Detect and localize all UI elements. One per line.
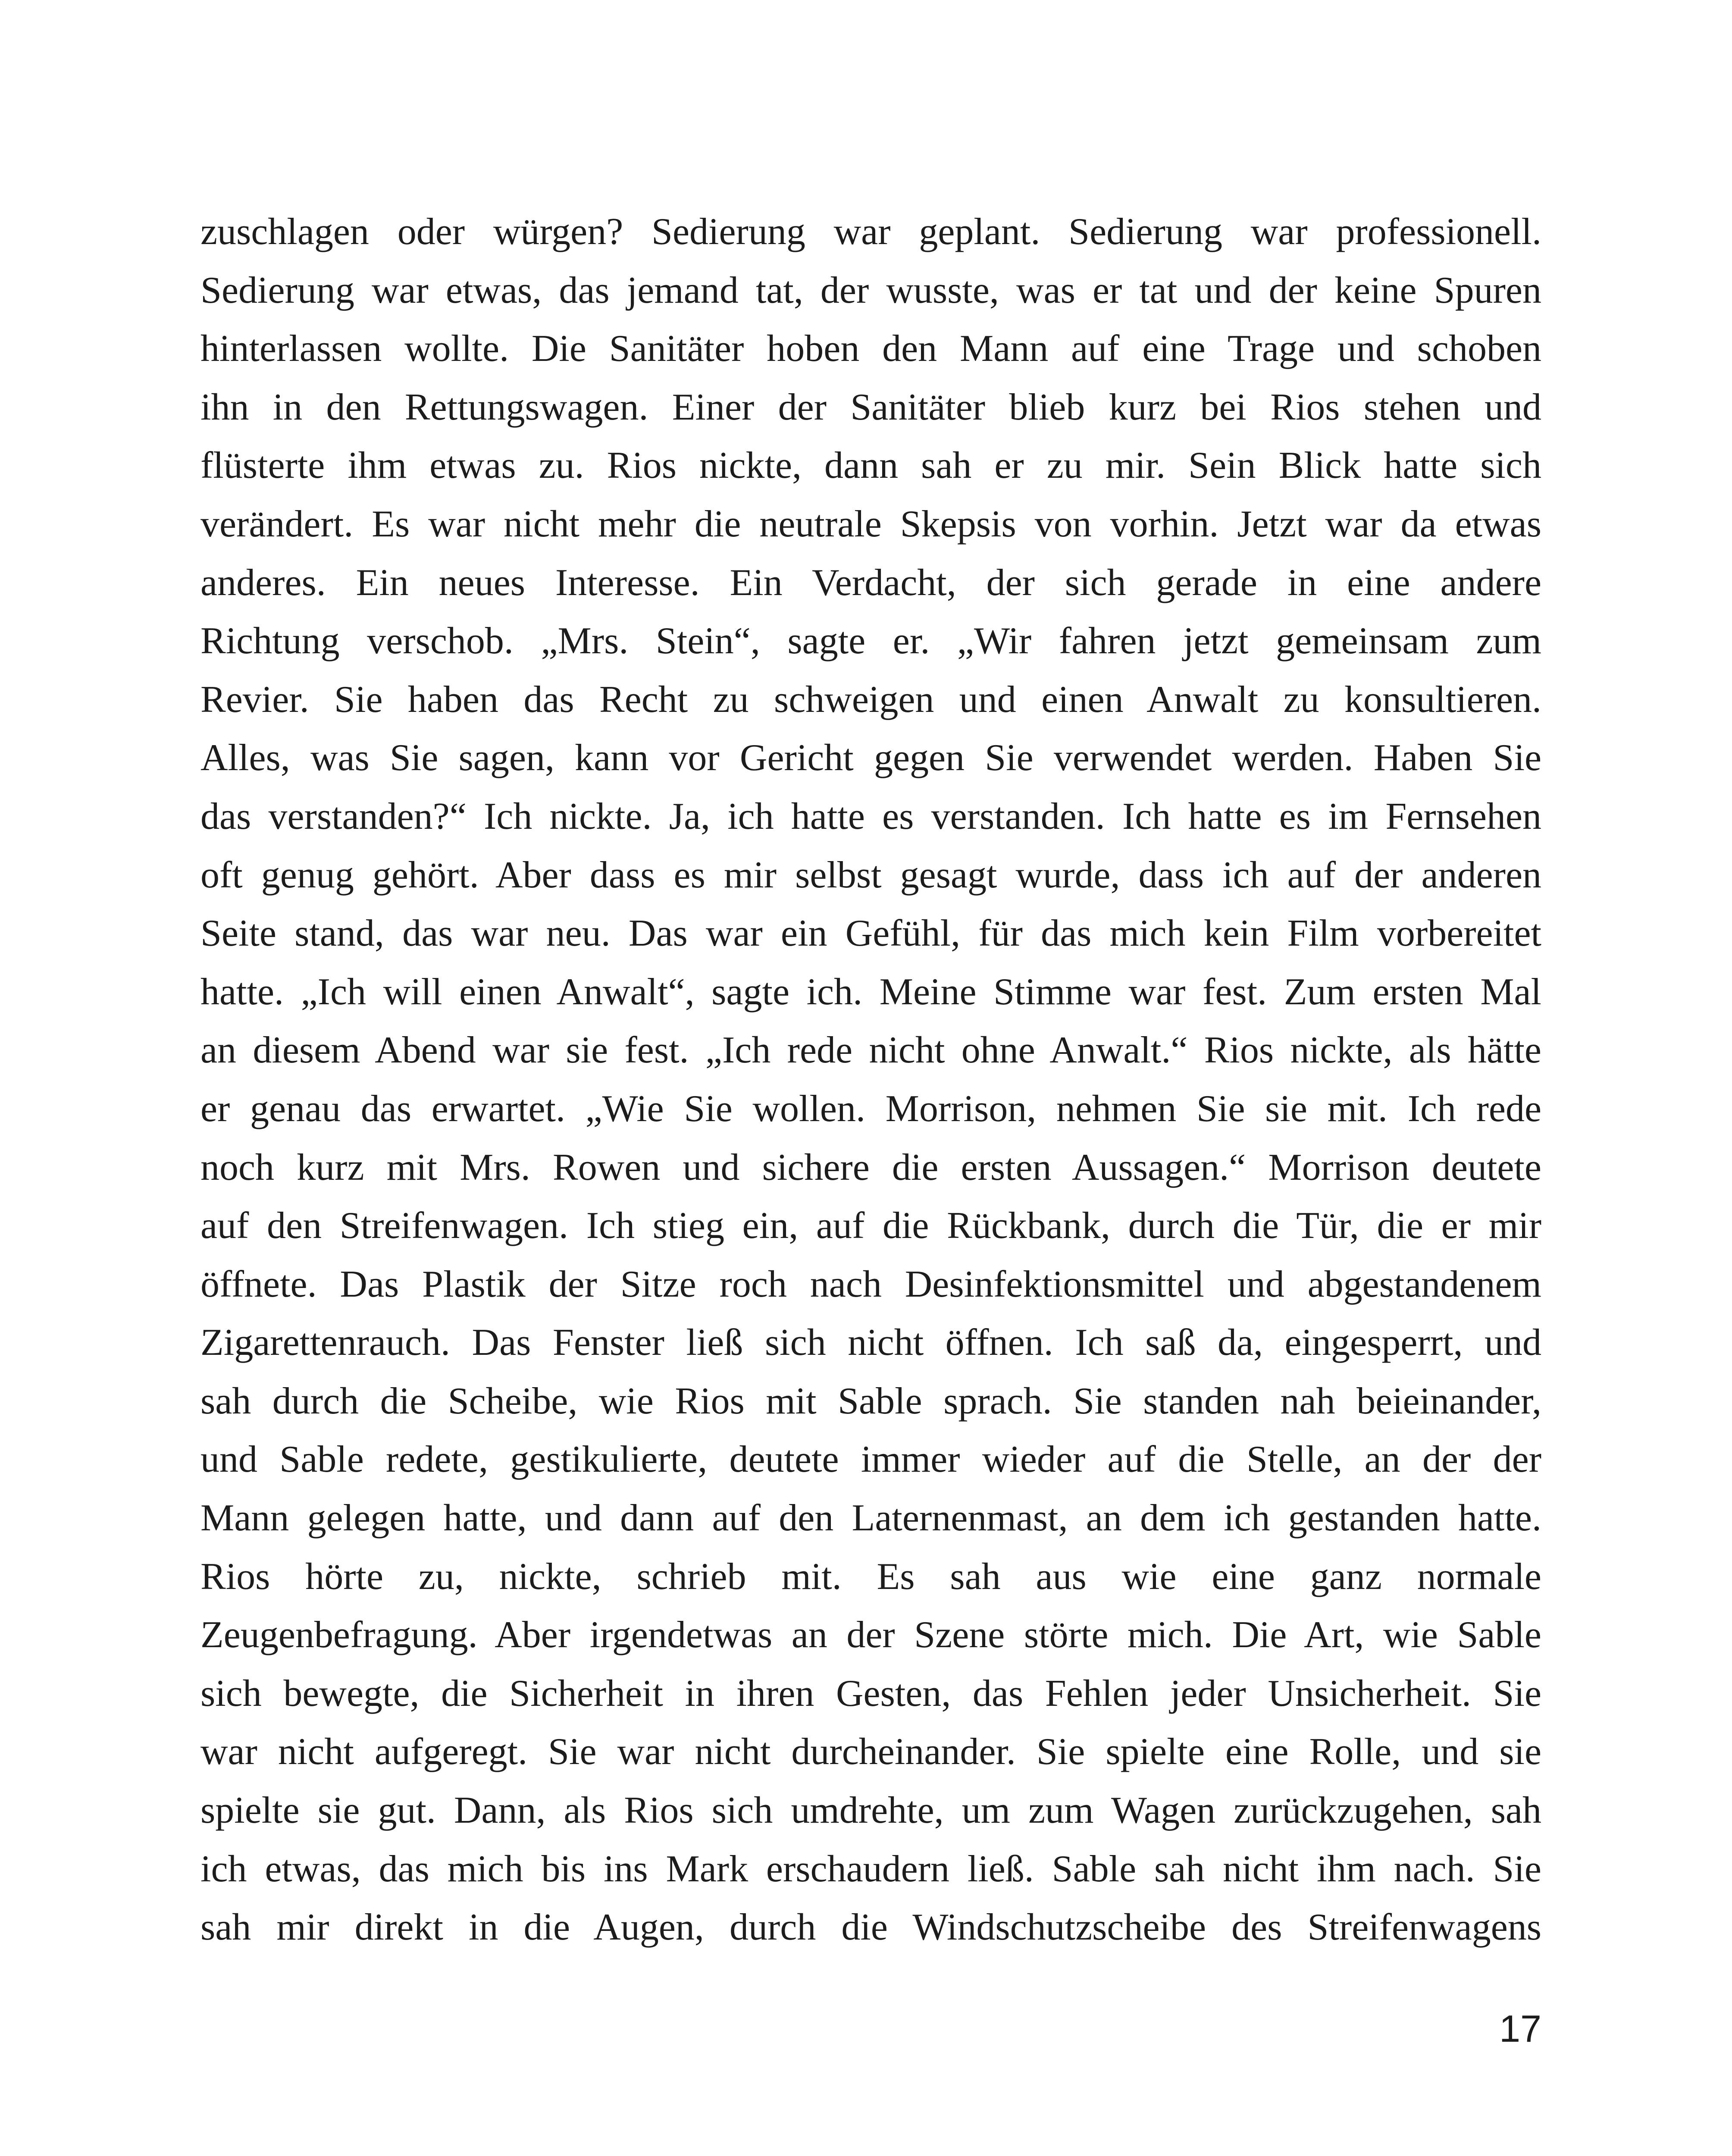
text-line: Zeugenbefragung. Aber irgendetwas an der Szene störte mich. Die Art, wie Sable — [200, 1614, 1541, 1656]
text-line: verändert. Es war nicht mehr die neutrale Skepsis von vorhin. Jetzt war da etwas — [200, 503, 1541, 545]
text-line: Sedierung war etwas, das jemand tat, der wusste, was er tat und der keine Spuren — [200, 269, 1541, 311]
text-line: Zigarettenrauch. Das Fenster ließ sich nicht öffnen. Ich saß da, eingesperrt, und — [200, 1322, 1541, 1364]
text-line: hinterlassen wollte. Die Sanitäter hoben den Mann auf eine Trage und schoben — [200, 328, 1541, 370]
text-line: oft genug gehört. Aber dass es mir selbst gesagt wurde, dass ich auf der anderen — [200, 854, 1541, 896]
text-line: Alles, was Sie sagen, kann vor Gericht gegen Sie verwendet werden. Haben Sie — [200, 737, 1541, 779]
text-line: sah durch die Scheibe, wie Rios mit Sable sprach. Sie standen nah beieinander, — [200, 1380, 1541, 1422]
text-line: an diesem Abend war sie fest. „Ich rede nicht ohne Anwalt.“ Rios nickte, als hätte — [200, 1029, 1541, 1072]
text-line: er genau das erwartet. „Wie Sie wollen. Morrison, nehmen Sie sie mit. Ich rede — [200, 1087, 1541, 1130]
text-line: spielte sie gut. Dann, als Rios sich umdrehte, um zum Wagen zurückzugehen, sah — [200, 1789, 1541, 1832]
text-line: das verstanden?“ Ich nickte. Ja, ich hatte es verstanden. Ich hatte es im Fernsehen — [200, 795, 1541, 837]
text-line: war nicht aufgeregt. Sie war nicht durcheinander. Sie spielte eine Rolle, und sie — [200, 1731, 1541, 1773]
text-line: öffnete. Das Plastik der Sitze roch nach Desinfektionsmittel und abgestandenem — [200, 1263, 1541, 1305]
text-line: Rios hörte zu, nickte, schrieb mit. Es sah aus wie eine ganz normale — [200, 1555, 1541, 1598]
text-line: flüsterte ihm etwas zu. Rios nickte, dann sah er zu mir. Sein Blick hatte sich — [200, 445, 1541, 487]
text-line: Mann gelegen hatte, und dann auf den Laternenmast, an dem ich gestanden hatte. — [200, 1497, 1541, 1539]
text-line: ihn in den Rettungswagen. Einer der Sanitäter blieb kurz bei Rios stehen und — [200, 386, 1541, 428]
text-line: Richtung verschob. „Mrs. Stein“, sagte er. „Wir fahren jetzt gemeinsam zum — [200, 620, 1541, 662]
text-line: Revier. Sie haben das Recht zu schweigen und einen Anwalt zu konsultieren. — [200, 678, 1541, 721]
body-paragraph — [200, 203, 1541, 1957]
text-line: sich bewegte, die Sicherheit in ihren Gesten, das Fehlen jeder Unsicherheit. Sie — [200, 1672, 1541, 1714]
text-line: zuschlagen oder würgen? Sedierung war geplant. Sedierung war professionell. — [200, 211, 1541, 253]
text-line: anderes. Ein neues Interesse. Ein Verdacht, der sich gerade in eine andere — [200, 561, 1541, 604]
page-number: 17 — [1499, 2007, 1541, 2050]
text-line: sah mir direkt in die Augen, durch die Windschutzscheibe des Streifenwagens — [200, 1906, 1541, 1949]
text-line: ich etwas, das mich bis ins Mark erschaudern ließ. Sable sah nicht ihm nach. Sie — [200, 1848, 1541, 1890]
text-line: hatte. „Ich will einen Anwalt“, sagte ich. Meine Stimme war fest. Zum ersten Mal — [200, 971, 1541, 1013]
text-line: Seite stand, das war neu. Das war ein Gefühl, für das mich kein Film vorbereitet — [200, 912, 1541, 955]
text-line: noch kurz mit Mrs. Rowen und sichere die ersten Aussagen.“ Morrison deutete — [200, 1146, 1541, 1188]
text-line: und Sable redete, gestikulierte, deutete immer wieder auf die Stelle, an der der — [200, 1438, 1541, 1481]
text-line: auf den Streifenwagen. Ich stieg ein, auf die Rückbank, durch die Tür, die er mir — [200, 1205, 1541, 1247]
